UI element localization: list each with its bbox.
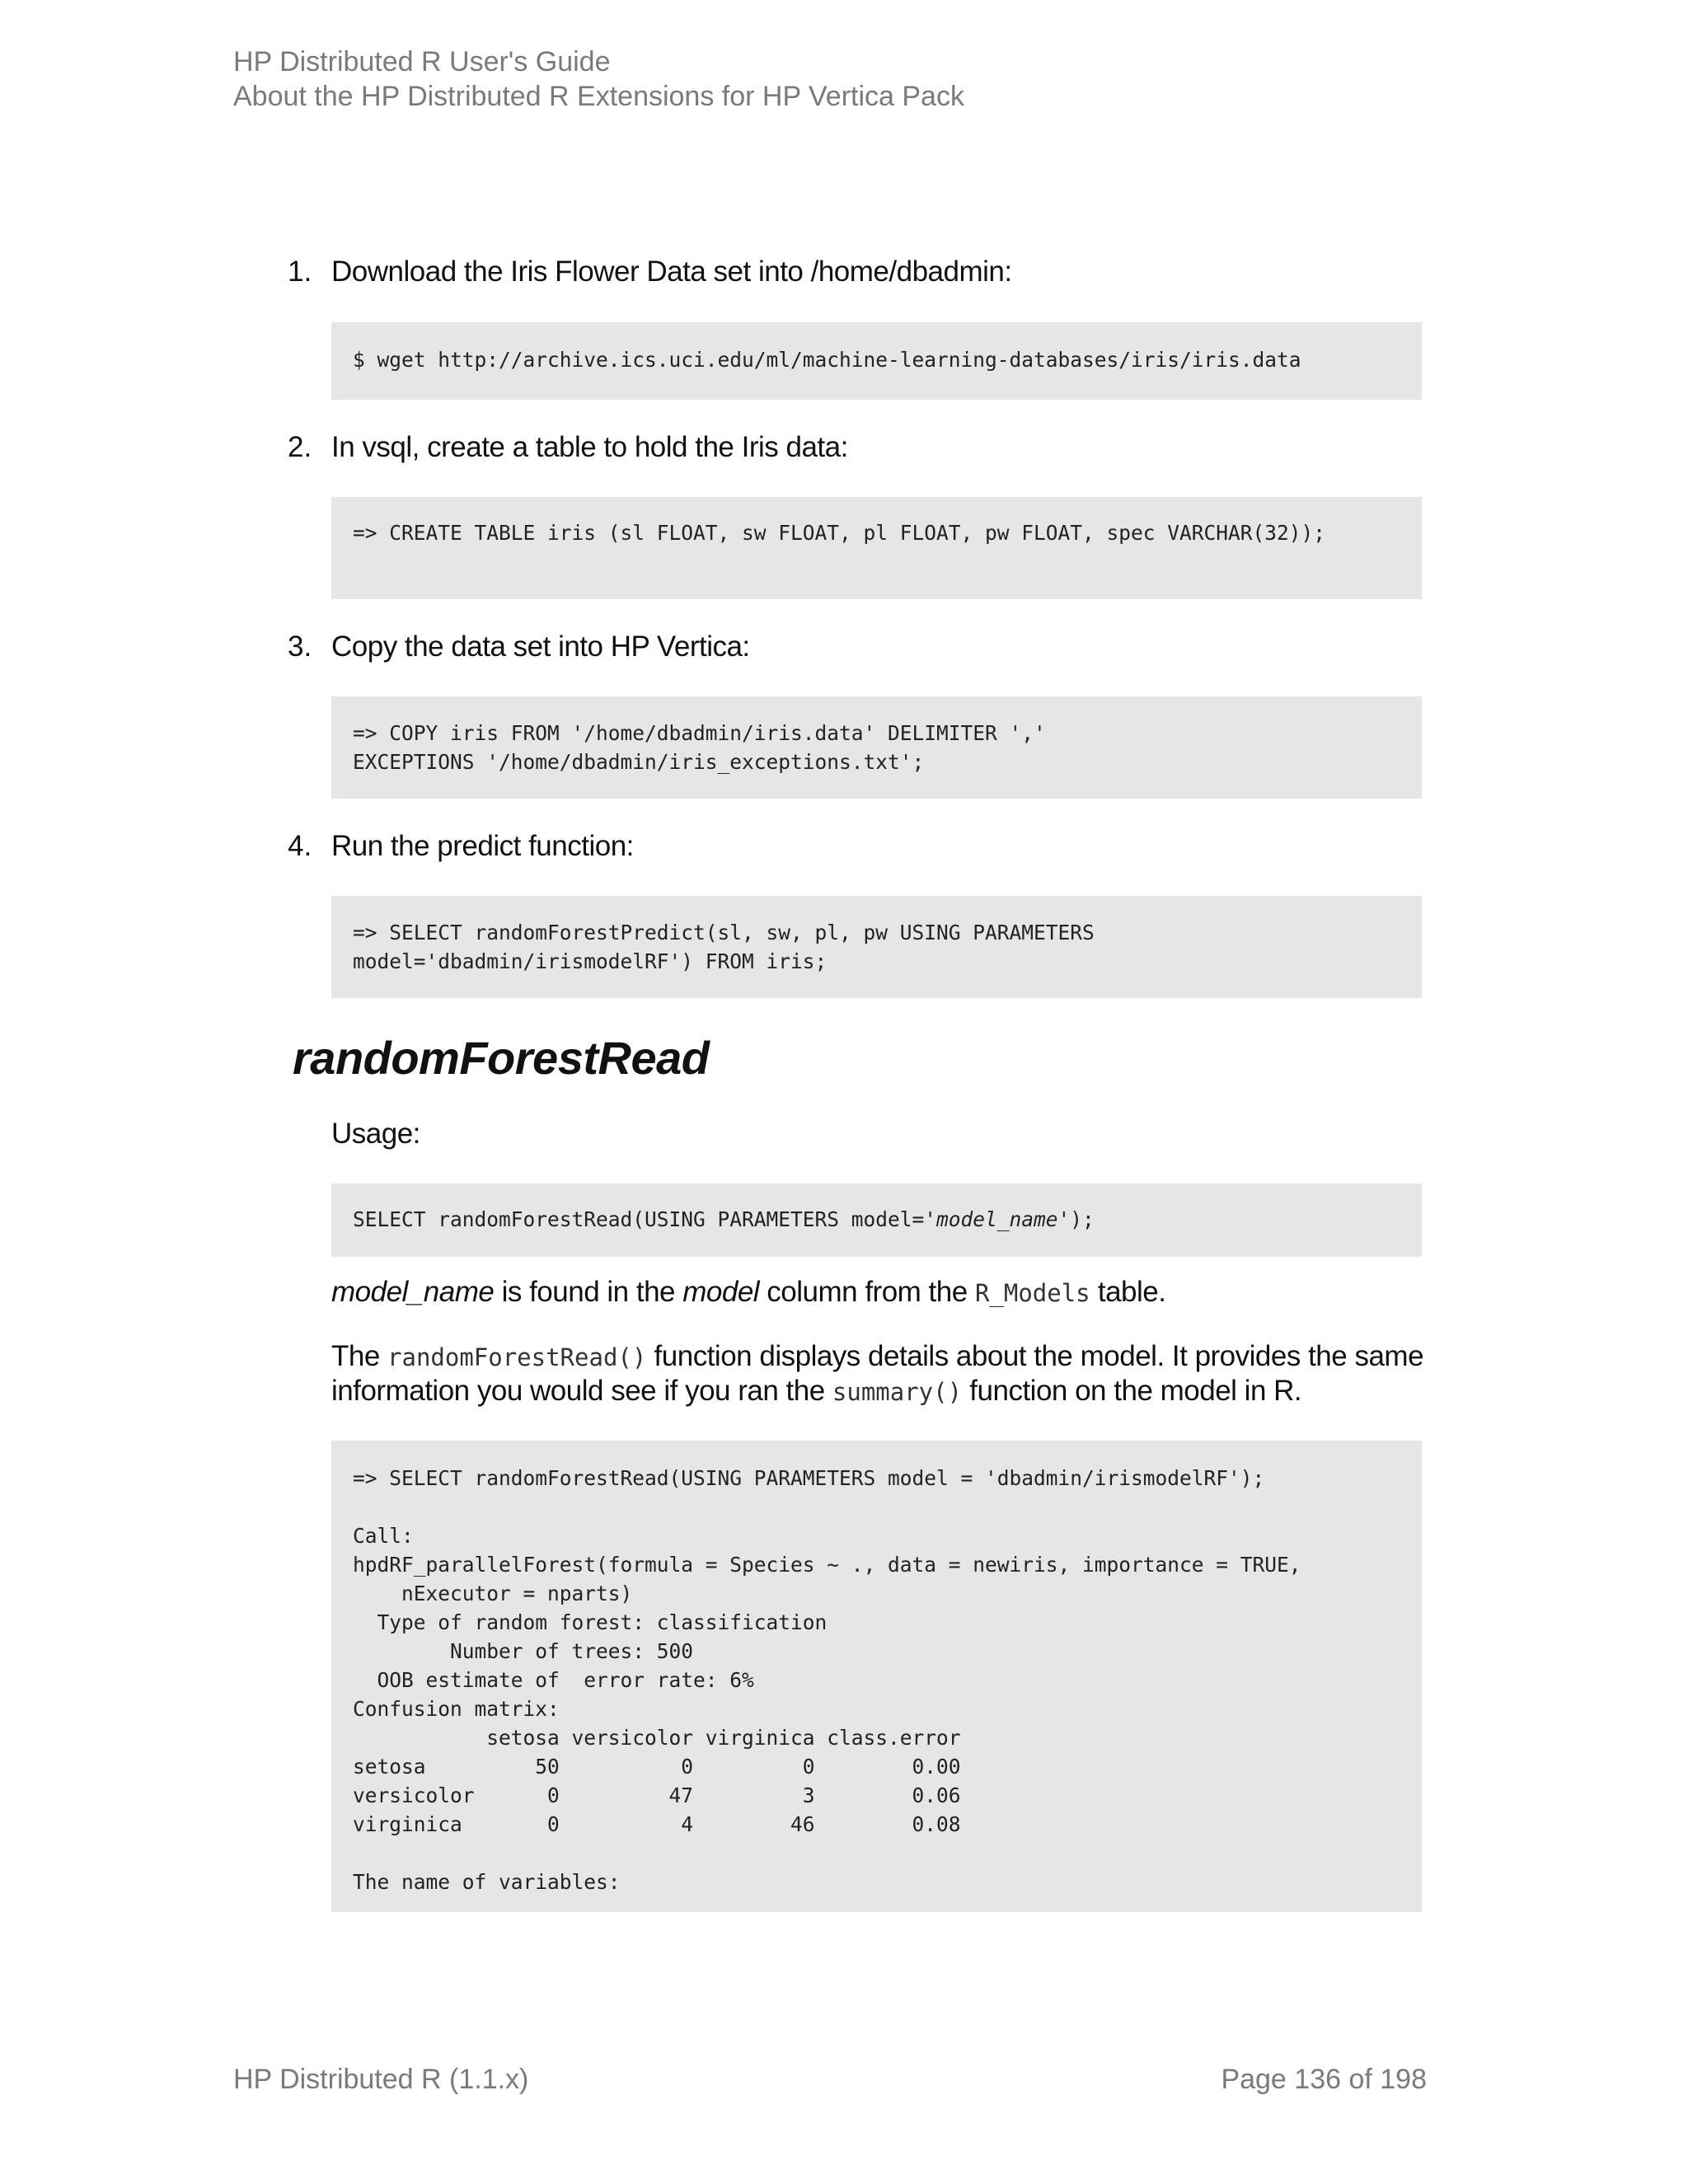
code-line: setosa 50 0 0 0.00 <box>353 1755 961 1779</box>
text: information you would see if you ran the <box>331 1375 832 1407</box>
code-line: The name of variables: <box>353 1870 621 1894</box>
text: table. <box>1090 1276 1166 1308</box>
code-text: SELECT randomForestRead(USING PARAMETERS model=' <box>353 1207 937 1231</box>
usage-label: Usage: <box>331 1118 420 1150</box>
running-header-title: HP Distributed R User's Guide <box>233 46 611 77</box>
running-header-subtitle: About the HP Distributed R Extensions for HP Vertica Pack <box>233 81 964 112</box>
code-line <box>353 1839 1400 1868</box>
column-name: model <box>682 1276 760 1308</box>
code-line: => CREATE TABLE iris (sl FLOAT, sw FLOAT, pl FLOAT, pw FLOAT, spec VARCHAR(32)); <box>353 521 1326 545</box>
text: is found in the <box>494 1276 683 1308</box>
code-line <box>353 1493 1400 1521</box>
code-line: Call: <box>353 1524 414 1548</box>
code-line: => COPY iris FROM '/home/dbadmin/iris.data' DELIMITER ',' <box>353 721 1046 745</box>
step-text: Copy the data set into HP Vertica: <box>331 630 750 663</box>
text: column from the <box>759 1276 975 1308</box>
code-line: EXCEPTIONS '/home/dbadmin/iris_exceptions.txt'; <box>353 750 925 774</box>
code-line: $ wget http://archive.ics.uci.edu/ml/machine-learning-databases/iris/iris.data <box>353 348 1301 372</box>
usage-code-block <box>331 1183 1422 1257</box>
code-param: model_name <box>936 1207 1058 1231</box>
code-line: Type of random forest: classification <box>353 1610 828 1634</box>
code-line: hpdRF_parallelForest(formula = Species ~ ., data = newiris, importance = TRUE, <box>353 1553 1301 1577</box>
section-heading: randomForestRead <box>293 1032 710 1084</box>
code-block <box>331 497 1422 599</box>
code-line: setosa versicolor virginica class.error <box>353 1726 961 1750</box>
code-line: => SELECT randomForestRead(USING PARAMETERS model = 'dbadmin/irismodelRF'); <box>353 1466 1265 1490</box>
code-text: '); <box>1057 1207 1095 1231</box>
code-line: OOB estimate of error rate: 6% <box>353 1668 754 1692</box>
function-description-line2 <box>331 1374 1301 1409</box>
output-code-block <box>331 1441 1422 1912</box>
function-name: randomForestRead() <box>387 1343 647 1371</box>
param-name: model_name <box>331 1276 495 1308</box>
param-description <box>331 1275 1166 1310</box>
step-text: In vsql, create a table to hold the Iris data: <box>331 431 848 463</box>
step-number: 3. <box>288 630 312 663</box>
code-block <box>331 896 1422 998</box>
text: The <box>331 1340 388 1372</box>
code-line <box>353 1205 1400 1234</box>
step-number: 2. <box>288 431 312 463</box>
function-description-line1 <box>331 1339 1423 1375</box>
function-name: summary() <box>832 1378 963 1406</box>
footer-page-number: Page 136 of 198 <box>1221 2064 1427 2095</box>
code-block <box>331 696 1422 799</box>
step-number: 1. <box>288 255 312 288</box>
step-text: Run the predict function: <box>331 830 634 862</box>
code-line: model='dbadmin/irismodelRF') FROM iris; <box>353 949 828 973</box>
table-name: R_Models <box>974 1279 1090 1307</box>
footer-product-version: HP Distributed R (1.1.x) <box>233 2064 529 2095</box>
text: function on the model in R. <box>962 1375 1302 1407</box>
code-line: virginica 0 4 46 0.08 <box>353 1812 961 1836</box>
step-number: 4. <box>288 830 312 862</box>
text: function displays details about the model. It provides the same <box>646 1340 1424 1372</box>
code-line: => SELECT randomForestPredict(sl, sw, pl, pw USING PARAMETERS <box>353 921 1095 944</box>
code-line: nExecutor = nparts) <box>353 1582 633 1605</box>
step-text: Download the Iris Flower Data set into /home/dbadmin: <box>331 255 1012 288</box>
code-line: Number of trees: 500 <box>353 1639 694 1663</box>
code-line: Confusion matrix: <box>353 1697 560 1721</box>
code-line: versicolor 0 47 3 0.06 <box>353 1783 961 1807</box>
code-block <box>331 322 1422 400</box>
